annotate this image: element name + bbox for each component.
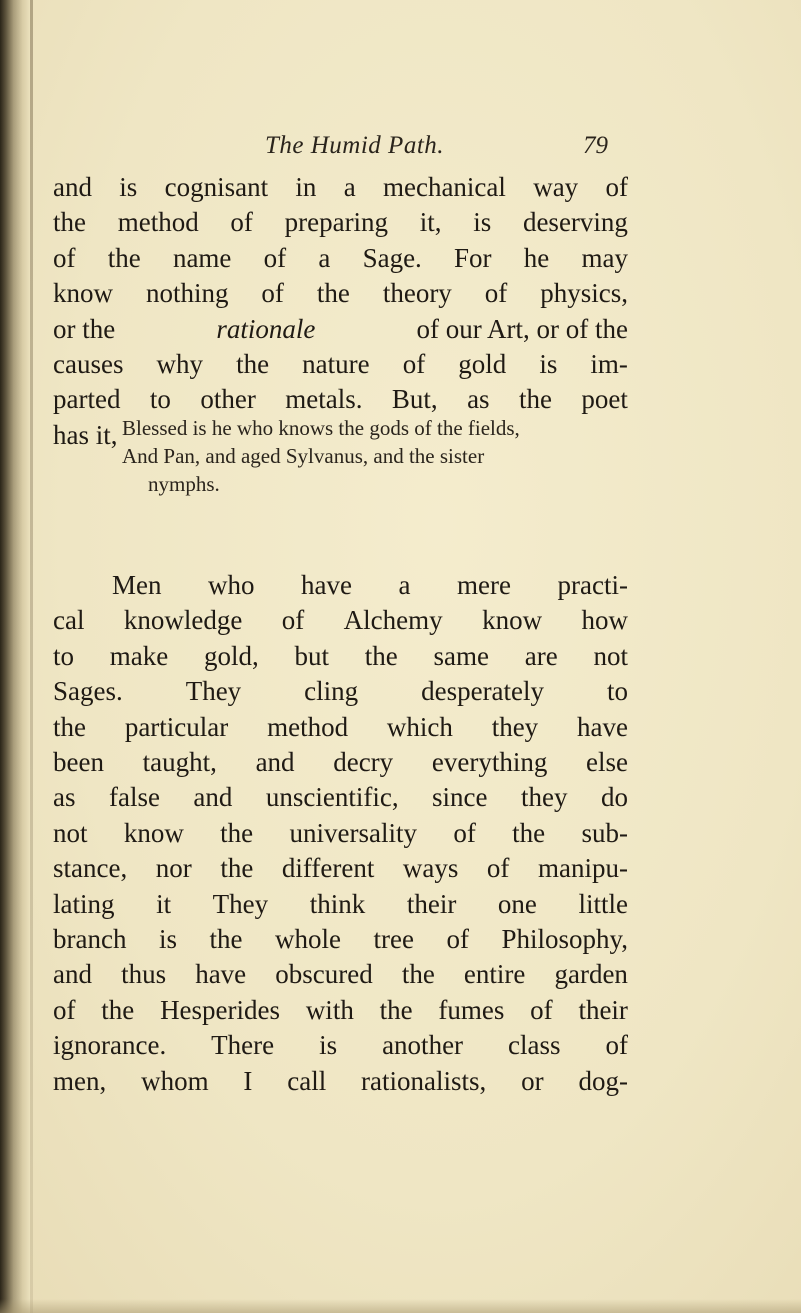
text-line: cal knowledge of Alchemy know how — [53, 605, 628, 636]
verse-quotation — [122, 414, 627, 498]
text-line: as false and unscientific, since they do — [53, 782, 628, 813]
page-bottom-edge — [0, 1299, 801, 1313]
text-line: to make gold, but the same are not — [53, 640, 628, 671]
quote-line: nymphs. — [148, 472, 220, 496]
text-line: of the name of a Sage. For he may — [53, 242, 628, 273]
text-line: the method of preparing it, is deserving — [53, 207, 628, 238]
running-head-title: The Humid Path. — [265, 132, 445, 159]
text-line: of the Hesperides with the fumes of their — [53, 994, 628, 1025]
text-line: men, whom I call rationalists, or dog- — [53, 1065, 628, 1096]
text-line: lating it They think their one little — [53, 888, 628, 919]
page-number: 79 — [583, 132, 608, 159]
text-line: stance, nor the different ways of manipu- — [53, 853, 628, 884]
paragraph-1 — [53, 170, 628, 453]
text-line: parted to other metals. But, as the poet — [53, 384, 628, 415]
text-segment: of our Art, or of the — [416, 313, 628, 344]
text-line: Sages. They cling desperately to — [53, 676, 628, 707]
text-line: the particular method which they have — [53, 711, 628, 742]
text-line: causes why the nature of gold is im- — [53, 349, 628, 380]
text-line: branch is the whole tree of Philosophy, — [53, 924, 628, 955]
text-line: know nothing of the theory of physics, — [53, 278, 628, 309]
text-line: Men who have a mere practi- — [112, 570, 628, 600]
text-line: and thus have obscured the entire garden — [53, 959, 628, 990]
text-line: not know the universality of the sub- — [53, 817, 628, 848]
gutter-shadow — [30, 0, 33, 1313]
text-line: and is cognisant in a mechanical way of — [53, 172, 628, 202]
paragraph-2 — [53, 568, 628, 1099]
text-line: has it, — [53, 419, 118, 450]
text-line-with-italic — [53, 312, 628, 347]
binding-gutter — [0, 0, 30, 1313]
text-segment: or the — [53, 313, 116, 344]
quote-line: And Pan, and aged Sylvanus, and the sister — [122, 444, 485, 468]
quote-line: Blessed is he who knows the gods of the fields, — [122, 416, 520, 440]
text-line: ignorance. There is another class of — [53, 1030, 628, 1061]
text-line: been taught, and decry everything else — [53, 747, 628, 778]
italic-term: rationale — [216, 313, 316, 344]
